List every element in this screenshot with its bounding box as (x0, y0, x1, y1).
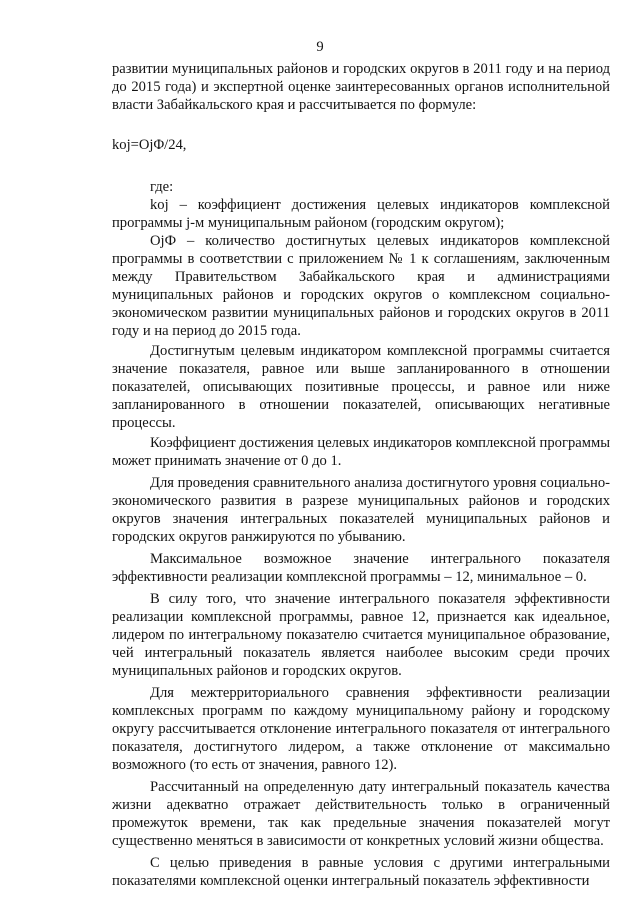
formula: koj=OjΦ/24, (112, 137, 187, 153)
where-label: где: (150, 179, 174, 195)
paragraph-equal-conditions: С целью приведения в равные условия с другими интегральными показателями комплексной оценки интегральный показатель эффективности (112, 855, 610, 889)
page-number: 9 (316, 39, 324, 55)
paragraph-interterritorial: Для межтерриториального сравнения эффективности реализации комплексных программ по каждому муниципальному району и городскому округу рассчитывается отклонение интегрального показателя от интегрального показателя, достигнутого лидером, а также отклонение от максимально возможного (то есть от значения, равного 12). (112, 685, 610, 773)
document-body (112, 60, 610, 890)
definition-oj: OjФ – количество достигнутых целевых индикаторов комплексной программы в соответствии с приложением № 1 к соглашениям, заключенным между Правительством Забайкальского края и администрациями муниципальных районов и городских округов о комплексном социально-экономическом развитии муниципальных районов и городских округов в 2011 году и на период до 2015 года. (112, 233, 610, 339)
paragraph-max-value: Максимальное возможное значение интегрального показателя эффективности реализации комплексной программы – 12, минимальное – 0. (112, 551, 610, 585)
paragraph-calculated-indicator: Рассчитанный на определенную дату интегральный показатель качества жизни адекватно отражает действительность только в ограниченный промежуток времени, так как предельные значения показателей могут существенно меняться в зависимости от конкретных условий жизни общества. (112, 779, 610, 849)
intro-paragraph: развитии муниципальных районов и городских округов в 2011 году и на период до 2015 года) и экспертной оценке заинтересованных органов исполнительной власти Забайкальского края и рассчитывается по формуле: (112, 61, 610, 113)
paragraph-ideal-leader: В силу того, что значение интегрального показателя эффективности реализации комплексной программы, равное 12, признается как идеальное, лидером по интегральному показателю считается муниципальное образование, чей интегральный показатель является наиболее высоким среди прочих муниципальных районов и городских округов. (112, 591, 610, 679)
paragraph-comparative-analysis: Для проведения сравнительного анализа достигнутого уровня социально-экономического развития в разрезе муниципальных районов и городских округов значения интегральных показателей муниципальных районов и городских округов ранжируются по убыванию. (112, 475, 610, 545)
definition-koj: koj – коэффициент достижения целевых индикаторов комплексной программы j-м муниципальным районом (городским округом); (112, 197, 610, 231)
paragraph-coefficient-range: Коэффициент достижения целевых индикаторов комплексной программы может принимать значение от 0 до 1. (112, 435, 610, 469)
paragraph-achieved-indicator: Достигнутым целевым индикатором комплексной программы считается значение показателя, равное или выше запланированного в отношении показателей, описывающих позитивные процессы, и равное или ниже запланированного в отношении показателей, описывающих негативные процессы. (112, 343, 610, 431)
